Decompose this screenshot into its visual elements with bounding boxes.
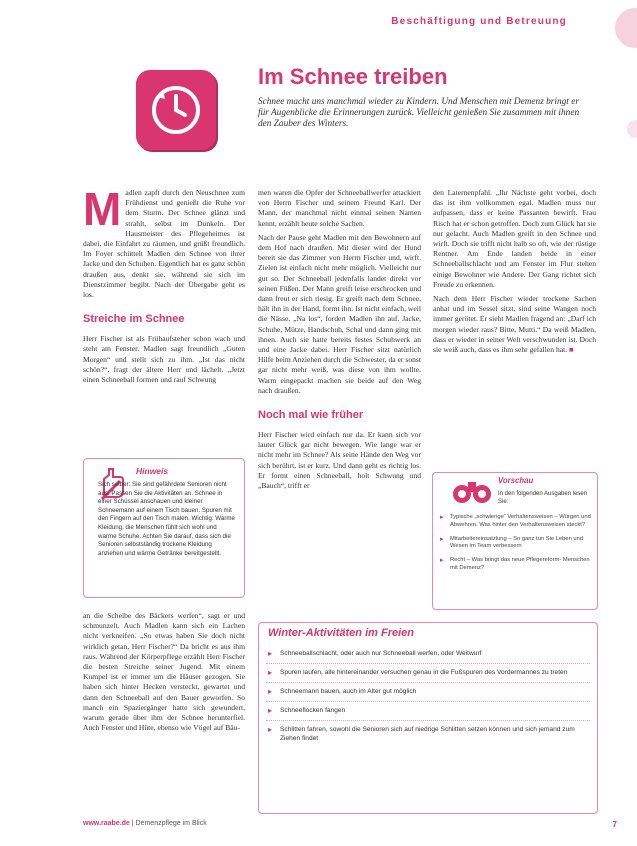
corner-decoration <box>615 8 637 48</box>
dropcap: M <box>83 183 122 235</box>
article-column-2 <box>258 188 421 495</box>
paragraph-text: adlen zapft durch den Neuschnee zum Frühdienst und genießt die Ruhe vor dem Sturm. Der Schnee glänzt und strahlt, selbst im Dunkeln. Der Hausmeister des Pflegeheimes ist dabei, die Einfahrt zu räumen, und grüßt freundlich. Im Foyer schüttelt Madlen den Schnee von ihrer Jacke und den Schuhen. Eigentlich hat es ganz schön draußen aus, denkt sie, während sie sich im Dienstzimmer begibt. Nach der Übergabe geht es los. <box>83 188 245 300</box>
binoculars-icon <box>452 476 492 506</box>
footer-publication: Demenzpflege im Blick <box>135 820 207 827</box>
corner-decoration-small <box>627 120 637 138</box>
preview-item: ▸ Recht – Was bringt das neue Pflegereform- Menschen mit Demenz? <box>440 557 594 573</box>
paragraph <box>433 294 596 355</box>
preview-item: ▸ Mitarbeitereinsatzlung – So ganz tun Sie Leben und Wesen im Team verbessern <box>440 536 594 552</box>
preview-list <box>440 514 594 579</box>
preview-intro: In den folgenden Ausgaben lesen Sie: <box>498 491 588 505</box>
page-title: Im Schnee treiben <box>258 64 448 89</box>
activity-item: ▸ Schneemann bauen, auch im Alter gut möglich <box>266 683 590 702</box>
paragraph <box>83 183 245 300</box>
paragraph: an die Scheibe des Bäckers werfen“, sagt er und schmunzelt. Auch Madlen kann sich ein Lachen nicht verkneifen. „So etwas haben Sie doch nicht wirklich getan, Herr Fischer?“ Da bricht es aus ihm raus. Während der Körperpflege erzählt Herr Fischer die besten Streiche seiner Jugend. Mit einem Kumpel ist er immer um die Häuser gezogen. Sie haben sich hinter Hecken versteckt, gewartet und dann den Schneeball auf den Bauer geworfen. So manch ein Spaziergänger hatte sich gewundert, warum gerade über ihm der Schnee herunterfiel. Auch Fenster und Hüte, ebenso wie Vögel auf Bäu- <box>83 611 245 733</box>
footer-separator: | <box>129 820 136 827</box>
article-column-1-continued <box>83 611 245 737</box>
hint-text: Sich selber: Sie sind gefährdete Senioren nicht aus. Passen Sie die Aktivitäten an. Schnee in einer Schüssel anschauen und kleiner Schneemann auf einem Tisch bauen. Spuren mit den Fingern auf den Tisch malen. Wichtig: Warme Kleidung, die Menschen fühlt sich wohl und warme Schuhe. Achten Sie darauf, dass sich die Senioren selbstständig trockene Kleidung anziehen und wärme Getränke bereitgestellt. <box>98 481 235 557</box>
preview-item: ▸ Typische „schwierige“ Verhaltensweisen – Würgen und Abwehren. Was hinter den Verhaltensweisen steckt? <box>440 514 594 530</box>
paragraph: men waren die Opfer der Schneeballwerfer attackiert von Herrn Fischer und seinem Freund Karl. Der Mann, der manchmal nicht einmal seinen Namen kennt, erzählt heute solche Sachen. <box>258 188 421 228</box>
activities-list <box>266 645 590 748</box>
clock-icon <box>136 70 216 150</box>
activity-item: ▸ Spuren laufen, alle hintereinander versuchen genau in die Fußspuren des Vordermannes zu treten <box>266 664 590 683</box>
intro-text: Schnee macht uns manchmal wieder zu Kindern. Und Menschen mit Demenz bringt er für Augenblicke die Erinnerungen zurück. Vielleicht genießen Sie zusammen mit ihnen den Zauber des Winters. <box>258 97 580 129</box>
footer <box>83 820 207 827</box>
activity-item: ▸ Schneeballschlacht, oder auch nur Schneeball werfen, oder Weitwurf <box>266 645 590 664</box>
article-column-1 <box>83 183 245 389</box>
preview-title: Vorschau <box>498 476 534 485</box>
end-mark: ■ <box>569 345 574 355</box>
hint-box <box>83 458 245 598</box>
section-label: Beschäftigung und Betreuung <box>391 16 567 27</box>
activities-title: Winter-Aktivitäten im Freien <box>268 627 414 639</box>
activity-item: ▸ Schlitten fahren, sowohl die Senioren sich auf niedrige Schlitten setzen können und sich jemand zum Ziehen findet <box>266 721 590 748</box>
subheading: Noch mal wie früher <box>258 409 364 422</box>
subheading: Streiche im Schnee <box>83 313 185 326</box>
paragraph-text: Nach dem Herr Fischer wieder trockene Sachen anhat und im Sessel sitzt, sind seine Wangen noch immer gerötet. Er sieht Madlen fragend an: „Darf ich morgen wieder raus? Bitte, Mutti.“ Da weiß Madlen, dass er wieder in seiner Welt verschwunden ist. Doch sie weiß auch, dass es ihm sehr gefallen hat. <box>433 294 596 355</box>
paragraph: Herr Fischer wird einfach nur da. Er kann sich vor lauter Glück gar nicht bewegen. Wie lange war er nicht mehr im Schnee? Als seine Hände den Weg vor sich berührt, ist er kurz. Und dann geht es richtig los. Er formt einen Schneeball, holt Schwung und „Bauch“, trifft er <box>258 430 421 491</box>
footer-url[interactable]: www.raabe.de <box>83 820 130 827</box>
hint-title: Hinweis <box>136 466 169 476</box>
paragraph: Nach der Pause geht Madlen mit den Bewohnern auf dem Hof nach draußen. Mit dieser wird der Hund bereit sie das Zimmer von Herrn Fischer und, wirft. Zielen ist einfach nicht mehr möglich. Vielleicht nur gut so. Der Schneeball jedenfalls landet direkt vor seinen Füßen. Der Mann greift leise erschrocken und dann freut er sich riesig. Er greift nach dem Schnee, hält ihn in der Hand, formt ihn. Ist nicht einfach, weil die Nässe, „Na los“, fordert Madlen ihn auf. Jacke, Schuhe, Mütze, Handschuh, Schal und dann ging mit ihnen. Auch sie hatte bereits festes Schuhwerk an und eine Jacke dabei. Herr Fischer sitzt natürlich Hilfe beim Anziehen durch die Schwester, da er sonst gar nicht mehr weiß, was diese von ihm wollte. Warm eingepackt machen sie beide auf den Weg nach draußen. <box>258 232 421 395</box>
article-column-3 <box>433 188 596 359</box>
paragraph: den Laternenpfahl. „Ihr Nächste geht vorbei, doch das ist ihm vollkommen egal. Madlen muss nur aufpassen, dass er keine Passanten bewirft. Frau Risch hat er schon getroffen. Doch zum Glück hat sie nur gelacht. Auch Madlen greift in den Schnee und wirft. Doch sie trifft nicht halb so oft, wie der rüstige Rentner. Am Ende landen beide in einer Schneeballschlacht und am Fenster im Flur stehen einige Bewohner wie Andere. Der Gang richtet sich Freude zu erkennen. <box>433 188 596 289</box>
page-number: 7 <box>612 820 617 829</box>
paragraph: Herr Fischer ist als Frühaufsteher schon wach und steht am Fenster. Madlen sagt freundlich „Guten Morgen“ und stellt sich zu ihm. „Ist das nicht schön?“, fragt der ältere Herr und lächelt. „Jetzt einen Schneeball formen und rauf Schwung <box>83 334 245 385</box>
activity-item: ▸ Schneeflocken fangen <box>266 702 590 721</box>
